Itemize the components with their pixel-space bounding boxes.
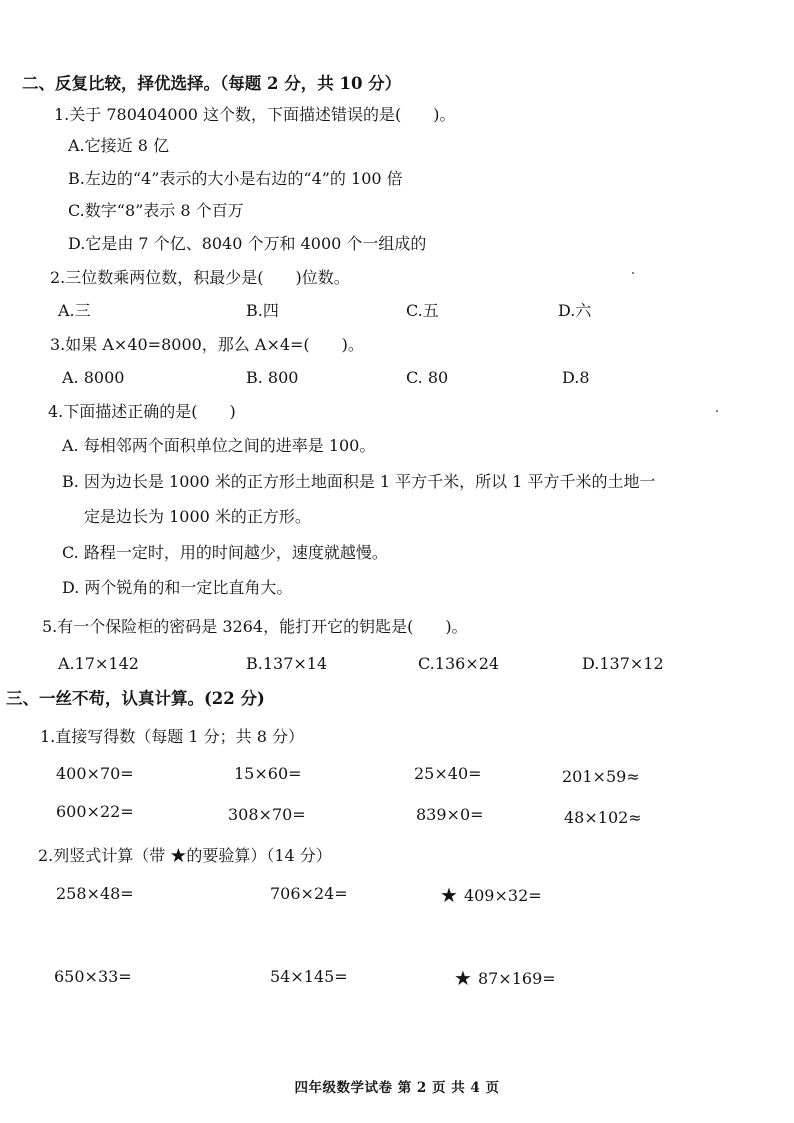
section-2-title: 二、反复比较，择优选择。（每题 2 分，共 10 分） bbox=[22, 74, 402, 93]
q4-option-b-line1: B. 因为边长是 1000 米的正方形土地面积是 1 平方千米，所以 1 平方千米的土地一 bbox=[62, 472, 656, 491]
mental-calc-1: 400×70= bbox=[56, 764, 134, 783]
vertical-calc-3: ★ 409×32= bbox=[440, 884, 542, 906]
q1-option-c: C.数字“8”表示 8 个百万 bbox=[68, 201, 244, 220]
q1-stem: 1.关于 780404000 这个数，下面描述错误的是( )。 bbox=[54, 105, 456, 124]
q5-stem: 5.有一个保险柜的密码是 3264，能打开它的钥匙是( )。 bbox=[42, 617, 468, 636]
q4-stem: 4.下面描述正确的是( ) bbox=[48, 402, 236, 421]
mental-calc-4: 201×59≈ bbox=[562, 767, 640, 786]
mental-calc-6: 308×70= bbox=[228, 805, 306, 824]
q2-stem: 2.三位数乘两位数，积最少是( )位数。 bbox=[50, 268, 350, 287]
q3-stem: 3.如果 A×40=8000，那么 A×4=( )。 bbox=[50, 335, 364, 354]
q4-option-c: C. 路程一定时，用的时间越少，速度就越慢。 bbox=[62, 543, 388, 562]
vertical-calc-6: ★ 87×169= bbox=[454, 967, 556, 989]
vertical-calc-4: 650×33= bbox=[54, 967, 132, 986]
mental-calc-2: 15×60= bbox=[234, 764, 302, 783]
part1-title: 1.直接写得数（每题 1 分；共 8 分） bbox=[40, 727, 304, 746]
q2-option-c: C.五 bbox=[406, 301, 439, 320]
q1-option-b: B.左边的“4”表示的大小是右边的“4”的 100 倍 bbox=[68, 169, 403, 188]
vertical-calc-2: 706×24= bbox=[270, 884, 348, 903]
mental-calc-5: 600×22= bbox=[56, 802, 134, 821]
q2-option-d: D.六 bbox=[558, 301, 592, 320]
q1-option-a: A.它接近 8 亿 bbox=[68, 136, 169, 155]
q2-option-a: A.三 bbox=[58, 301, 91, 320]
q5-option-c: C.136×24 bbox=[418, 654, 500, 673]
q4-option-d: D. 两个锐角的和一定比直角大。 bbox=[62, 578, 293, 597]
q4-option-a: A. 每相邻两个面积单位之间的进率是 100。 bbox=[62, 436, 376, 455]
vertical-calc-5: 54×145= bbox=[270, 967, 348, 986]
scan-speck bbox=[632, 272, 634, 274]
q3-option-c: C. 80 bbox=[406, 368, 449, 387]
q4-option-b-line2: 定是边长为 1000 米的正方形。 bbox=[84, 507, 311, 526]
q3-option-a: A. 8000 bbox=[62, 368, 125, 387]
q1-option-d: D.它是由 7 个亿、8040 个万和 4000 个一组成的 bbox=[68, 234, 427, 253]
section-3-title: 三、一丝不苟，认真计算。(22 分) bbox=[6, 689, 265, 708]
mental-calc-3: 25×40= bbox=[414, 764, 482, 783]
q5-option-a: A.17×142 bbox=[58, 654, 139, 673]
q5-option-d: D.137×12 bbox=[582, 654, 664, 673]
page-footer: 四年级数学试卷 第 2 页 共 4 页 bbox=[294, 1080, 500, 1096]
q3-option-b: B. 800 bbox=[246, 368, 299, 387]
q3-option-d: D.8 bbox=[562, 368, 590, 387]
vertical-calc-1: 258×48= bbox=[56, 884, 134, 903]
q2-option-b: B.四 bbox=[246, 301, 279, 320]
scan-speck bbox=[716, 410, 718, 412]
mental-calc-7: 839×0= bbox=[416, 805, 484, 824]
mental-calc-8: 48×102≈ bbox=[564, 808, 642, 827]
q5-option-b: B.137×14 bbox=[246, 654, 328, 673]
part2-title: 2.列竖式计算（带 ★的要验算）（14 分） bbox=[38, 846, 332, 865]
